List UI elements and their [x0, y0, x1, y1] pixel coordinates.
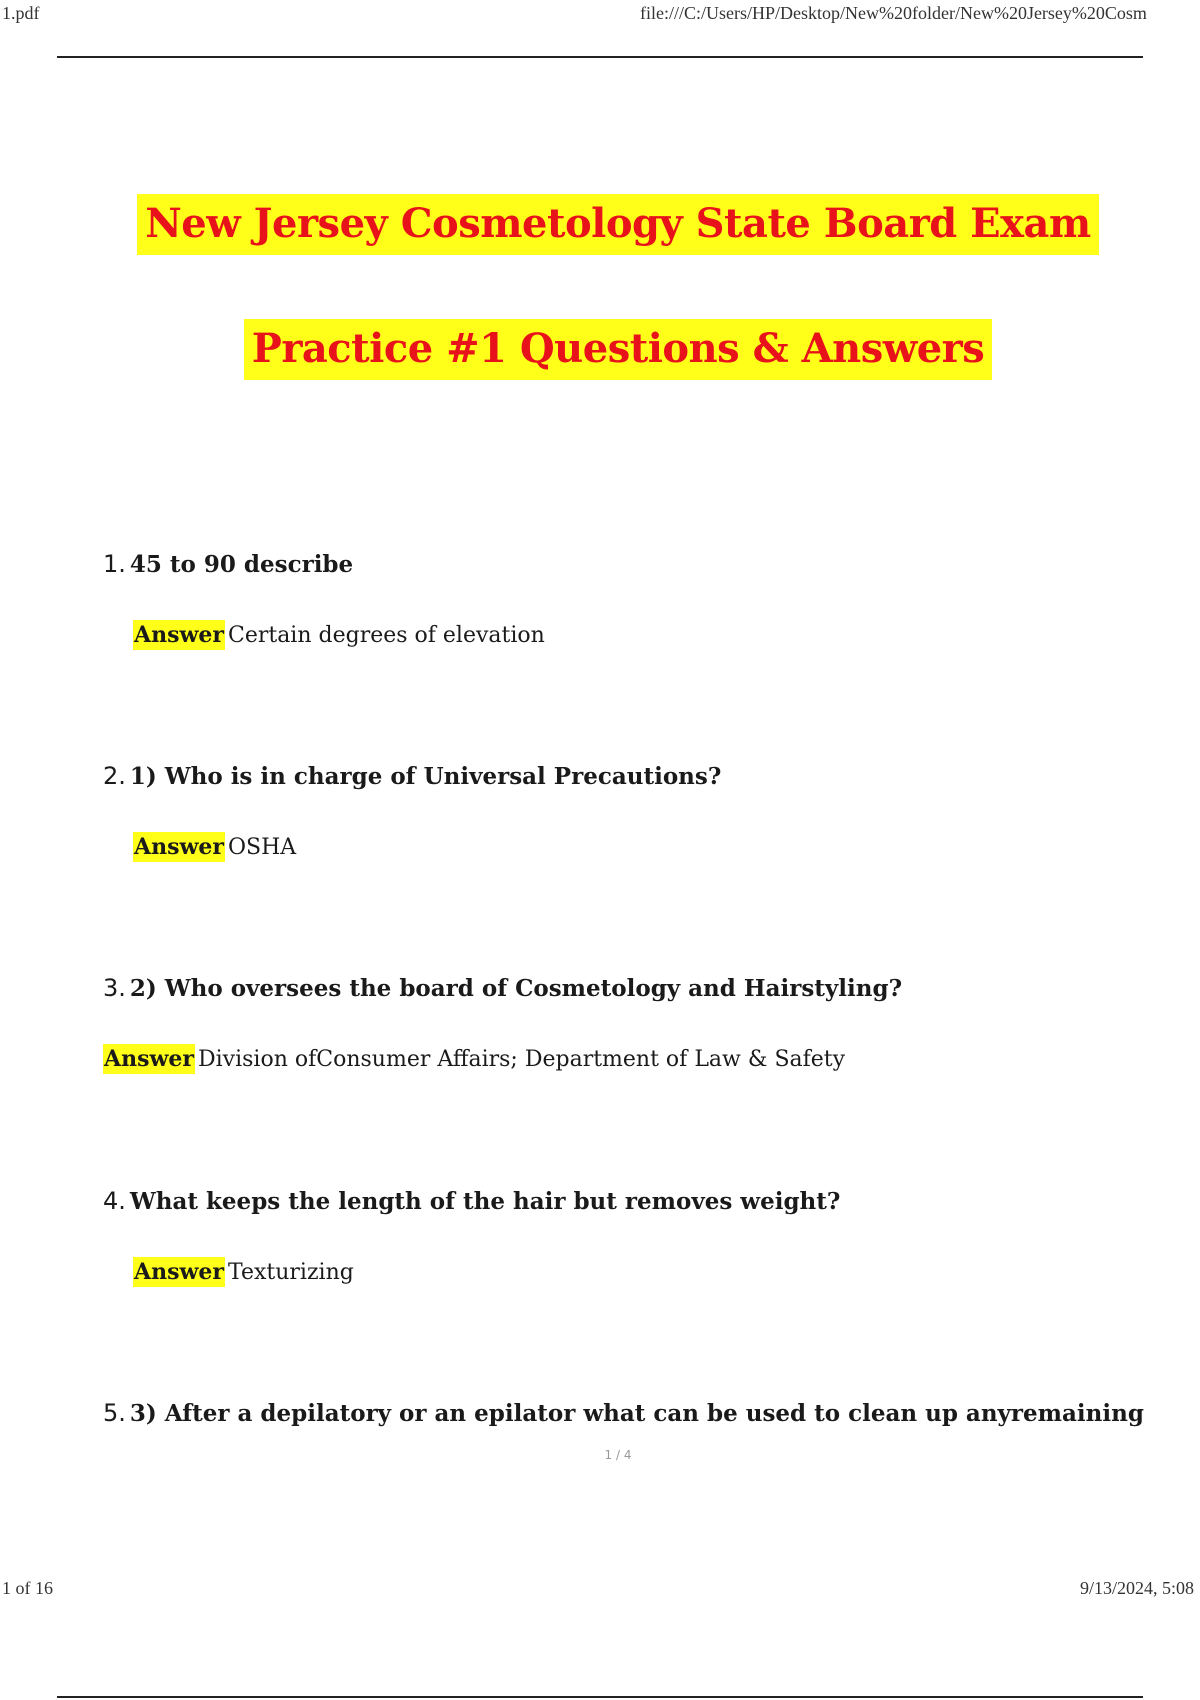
- answer-text: Certain degrees of elevation: [227, 623, 545, 648]
- answer-4: [133, 1259, 354, 1285]
- answer-label: Answer: [134, 1259, 224, 1285]
- print-footer-timestamp: 9/13/2024, 5:08: [1079, 1578, 1194, 1598]
- header-rule: [57, 56, 1143, 58]
- question-text: 3) After a depilatory or an epilator what can be used to clean up anyremaining: [129, 1400, 1144, 1427]
- title-line-1: New Jersey Cosmetology State Board Exam: [137, 194, 1099, 255]
- answer-label: Answer: [134, 834, 224, 860]
- question-1: [103, 550, 353, 578]
- answer-text: Texturizing: [227, 1260, 354, 1285]
- answer-3: [103, 1046, 845, 1072]
- question-text: 2) Who oversees the board of Cosmetology and Hairstyling?: [129, 975, 903, 1002]
- question-text: What keeps the length of the hair but removes weight?: [129, 1188, 841, 1215]
- question-text: 45 to 90 describe: [129, 551, 354, 578]
- question-number: 3.: [103, 974, 126, 1002]
- question-number: 2.: [103, 762, 126, 790]
- question-number: 5.: [103, 1399, 126, 1427]
- question-3: [103, 974, 902, 1002]
- answer-label: Answer: [134, 622, 224, 648]
- question-5: [103, 1399, 1144, 1427]
- question-4: [103, 1187, 840, 1215]
- answer-1: [133, 622, 545, 648]
- question-number: 4.: [103, 1187, 126, 1215]
- question-2: [103, 762, 721, 790]
- print-header-url: file:///C:/Users/HP/Desktop/New%20folder/New%20Jersey%20Cosm: [640, 3, 1147, 23]
- footer-rule: [57, 1696, 1143, 1698]
- answer-text: OSHA: [227, 835, 297, 860]
- question-number: 1.: [103, 550, 126, 578]
- document-subtitle: [0, 325, 1200, 372]
- print-footer-page-count: 1 of 16: [2, 1578, 53, 1598]
- page-indicator: 1 / 4: [604, 1448, 632, 1462]
- answer-text: Division ofConsumer Affairs; Department of Law & Safety: [197, 1047, 846, 1072]
- answer-label: Answer: [104, 1046, 194, 1072]
- print-header-filename: 1.pdf: [2, 3, 40, 23]
- title-line-2: Practice #1 Questions & Answers: [244, 319, 993, 380]
- question-text: 1) Who is in charge of Universal Precautions?: [129, 763, 722, 790]
- answer-2: [133, 834, 296, 860]
- document-title: [0, 200, 1200, 247]
